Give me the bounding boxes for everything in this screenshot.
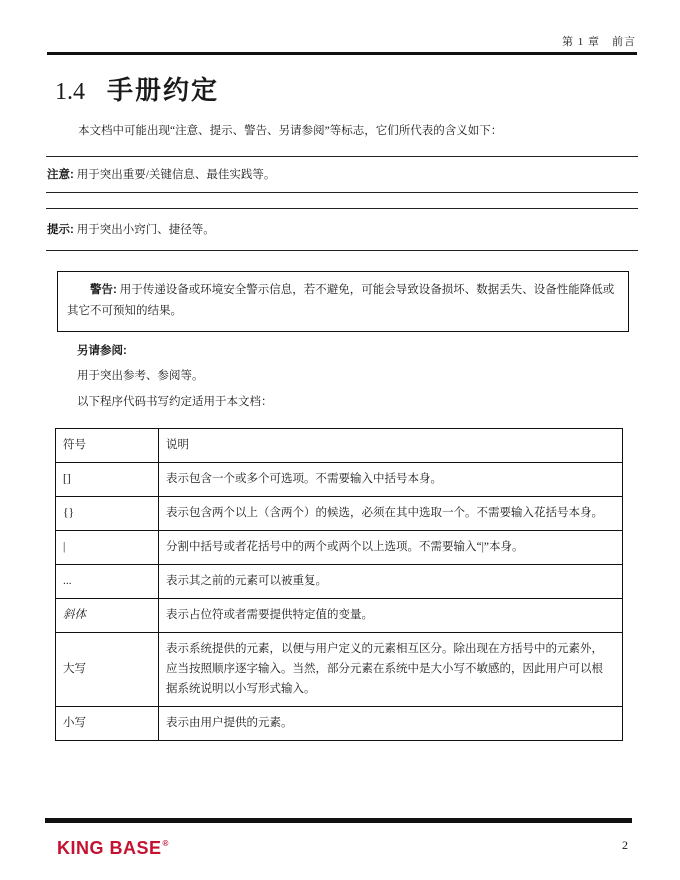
desc-cell: 表示系统提供的元素，以便与用户定义的元素相互区分。除出现在方括号中的元素外，应当按照顺序逐字输入。当然，部分元素在系统中是大小写不敏感的，因此用户可以根据系统说明以小写形式输入。 (159, 633, 623, 707)
symbol-cell: {} (56, 497, 159, 531)
note-rule-bottom (46, 192, 638, 193)
tip-rule-bottom (46, 250, 638, 251)
section-title-text: 手册约定 (107, 75, 220, 105)
desc-cell: 表示包含一个或多个可选项。不需要输入中括号本身。 (159, 463, 623, 497)
table-row (56, 707, 623, 741)
conventions-table (55, 428, 623, 741)
seealso-text: 用于突出参考、参阅等。 (77, 370, 204, 382)
table-row (56, 497, 623, 531)
kingbase-logo (57, 838, 169, 859)
table-row (56, 463, 623, 497)
note-label: 注意: (47, 169, 74, 181)
desc-cell: 表示其之前的元素可以被重复。 (159, 565, 623, 599)
warning-label: 警告: (90, 284, 117, 296)
symbol-cell: 斜体 (56, 599, 159, 633)
section-number: 1.4 (55, 79, 85, 105)
column-header-symbol: 符号 (56, 429, 159, 463)
section-title (55, 70, 219, 107)
table-intro: 以下程序代码书写约定适用于本文档： (77, 396, 273, 408)
table-row (56, 565, 623, 599)
symbol-cell: [] (56, 463, 159, 497)
symbol-cell: | (56, 531, 159, 565)
note-text: 用于突出重要/关键信息、最佳实践等。 (76, 169, 276, 181)
symbol-cell: 小写 (56, 707, 159, 741)
warning-box (57, 271, 629, 332)
warning-text: 用于传递设备或环境安全警示信息，若不避免，可能会导致设备损坏、数据丢失、设备性能降低或其它不可预知的结果。 (67, 284, 615, 317)
footer-rule (45, 818, 632, 823)
chapter-header: 第 1 章 前言 (562, 36, 636, 48)
tip-label: 提示: (47, 224, 74, 236)
symbol-cell: 大写 (56, 633, 159, 707)
registered-mark-icon: ® (162, 839, 169, 848)
desc-cell: 表示占位符或者需要提供特定值的变量。 (159, 599, 623, 633)
page-number: 2 (622, 838, 628, 852)
note-block (46, 156, 638, 193)
table-header-row (56, 429, 623, 463)
header-rule (47, 52, 637, 55)
table-row (56, 633, 623, 707)
intro-paragraph: 本文档中可能出现“注意、提示、警告、另请参阅”等标志，它们所代表的含义如下： (78, 125, 503, 137)
tip-text: 用于突出小窍门、捷径等。 (76, 224, 215, 236)
desc-cell: 表示由用户提供的元素。 (159, 707, 623, 741)
seealso-label: 另请参阅: (77, 345, 127, 357)
column-header-description: 说明 (159, 429, 623, 463)
desc-cell: 表示包含两个以上（含两个）的候选，必须在其中选取一个。不需要输入花括号本身。 (159, 497, 623, 531)
symbol-cell: ... (56, 565, 159, 599)
logo-text: KING BASE (57, 838, 162, 858)
tip-block (46, 208, 638, 251)
table-row (56, 599, 623, 633)
table-row (56, 531, 623, 565)
desc-cell: 分割中括号或者花括号中的两个或两个以上选项。不需要输入“|”本身。 (159, 531, 623, 565)
